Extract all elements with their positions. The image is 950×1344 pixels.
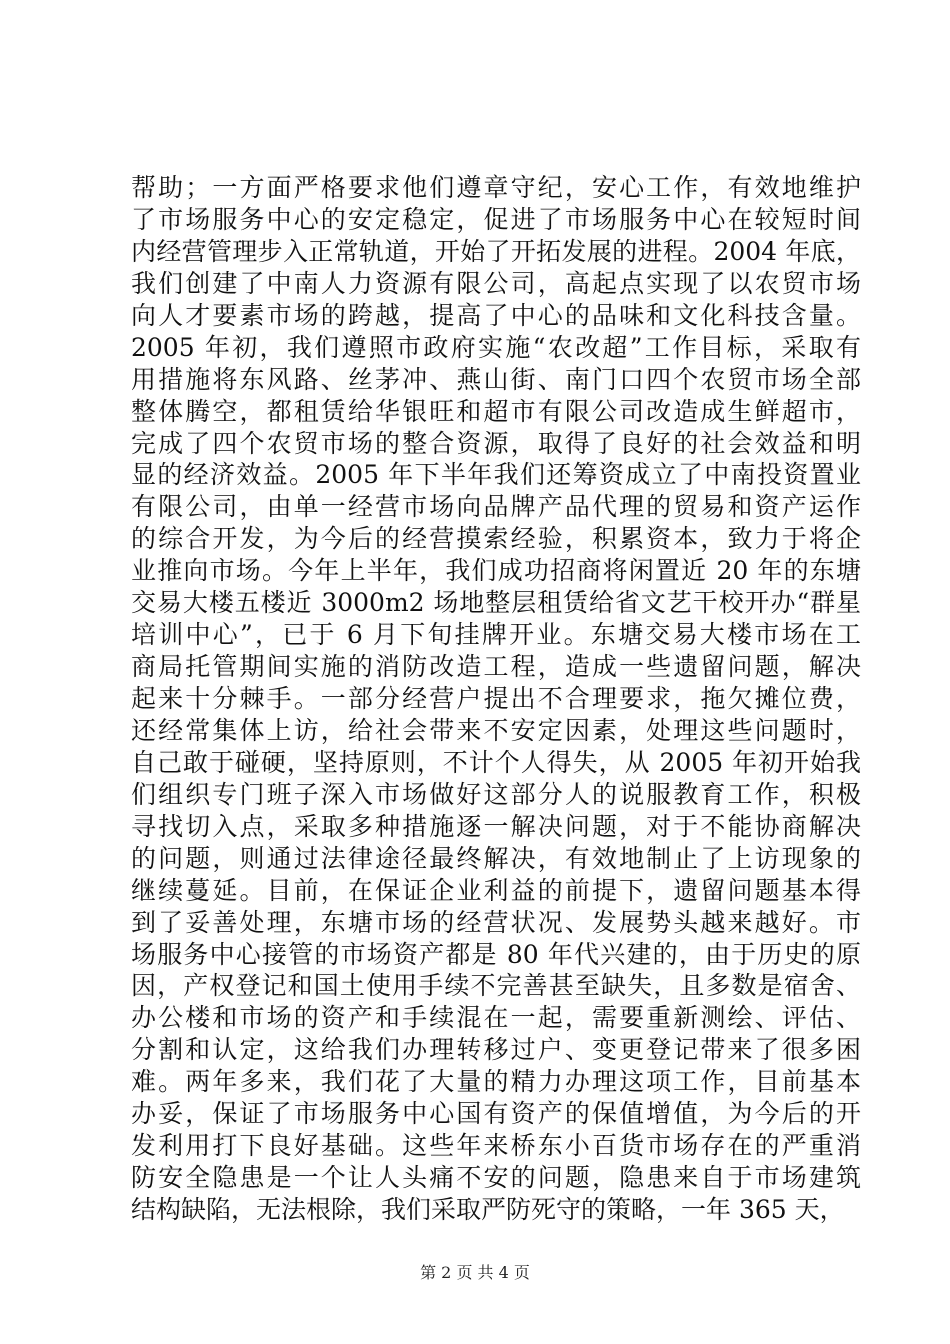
text-line: 帮助；一方面严格要求他们遵章守纪，安心工作，有效地维护 <box>131 173 861 202</box>
text-line: 到了妥善处理，东塘市场的经营状况、发展势头越来越好。市 <box>131 907 861 937</box>
text-line: 办妥，保证了市场服务中心国有资产的保值增值，为今后的开 <box>131 1099 861 1129</box>
text-line: 的问题，则通过法律途径最终解决，有效地制止了上访现象的 <box>131 843 861 873</box>
text-line: 办公楼和市场的资产和手续混在一起，需要重新测绘、评估、 <box>131 1003 861 1033</box>
text-line: 交易大楼五楼近 3000m2 场地整层租赁给省文艺干校开办“群星 <box>131 588 861 618</box>
text-line: 我们创建了中南人力资源有限公司，高起点实现了以农贸市场 <box>131 268 861 298</box>
text-line: 整体腾空，都租赁给华银旺和超市有限公司改造成生鲜超市， <box>131 396 861 426</box>
text-line: 商局托管期间实施的消防改造工程，造成一些遗留问题，解决 <box>131 652 861 682</box>
text-line: 有限公司，由单一经营市场向品牌产品代理的贸易和资产运作 <box>131 492 861 522</box>
text-line: 培训中心”，已于 6 月下旬挂牌开业。东塘交易大楼市场在工 <box>131 620 861 650</box>
text-line: 2005 年初，我们遵照市政府实施“农改超”工作目标，采取有 <box>131 332 861 362</box>
text-line: 因，产权登记和国土使用手续不完善甚至缺失，且多数是宿舍、 <box>131 971 861 1001</box>
page-footer: 第 2 页 共 4 页 <box>420 1263 530 1282</box>
text-line: 起来十分棘手。一部分经营户提出不合理要求，拖欠摊位费， <box>131 684 861 713</box>
text-line: 自己敢于碰硬，坚持原则，不计个人得失，从 2005 年初开始我 <box>131 747 861 777</box>
text-line: 完成了四个农贸市场的整合资源，取得了良好的社会效益和明 <box>131 428 861 458</box>
text-line: 们组织专门班子深入市场做好这部分人的说服教育工作，积极 <box>131 779 861 809</box>
text-line: 的综合开发，为今后的经营摸索经验，积累资本，致力于将企 <box>131 524 861 554</box>
text-line: 继续蔓延。目前，在保证企业利益的前提下，遗留问题基本得 <box>131 875 861 905</box>
text-line: 内经营管理步入正常轨道，开始了开拓发展的进程。2004 年底， <box>131 236 861 266</box>
text-line: 寻找切入点，采取多种措施逐一解决问题，对于不能协商解决 <box>131 811 861 841</box>
text-line: 向人才要素市场的跨越，提高了中心的品味和文化科技含量。 <box>131 300 861 330</box>
text-line: 场服务中心接管的市场资产都是 80 年代兴建的，由于历史的原 <box>131 939 861 969</box>
text-line: 结构缺陷，无法根除，我们采取严防死守的策略，一年 365 天， <box>131 1195 845 1224</box>
text-line: 显的经济效益。2005 年下半年我们还筹资成立了中南投资置业 <box>131 460 861 490</box>
text-line: 防安全隐患是一个让人头痛不安的问题，隐患来自于市场建筑 <box>131 1163 861 1193</box>
text-line: 难。两年多来，我们花了大量的精力办理这项工作，目前基本 <box>131 1067 861 1097</box>
text-line: 还经常集体上访，给社会带来不安定因素，处理这些问题时， <box>131 715 861 745</box>
text-line: 分割和认定，这给我们办理转移过户、变更登记带来了很多困 <box>131 1035 861 1065</box>
body-text <box>131 172 861 1226</box>
text-line: 了市场服务中心的安定稳定，促进了市场服务中心在较短时间 <box>131 204 861 234</box>
text-line: 用措施将东风路、丝茅冲、燕山街、南门口四个农贸市场全部 <box>131 364 861 394</box>
text-line: 发利用打下良好基础。这些年来桥东小百货市场存在的严重消 <box>131 1131 861 1161</box>
text-line: 业推向市场。今年上半年，我们成功招商将闲置近 20 年的东塘 <box>131 556 861 586</box>
